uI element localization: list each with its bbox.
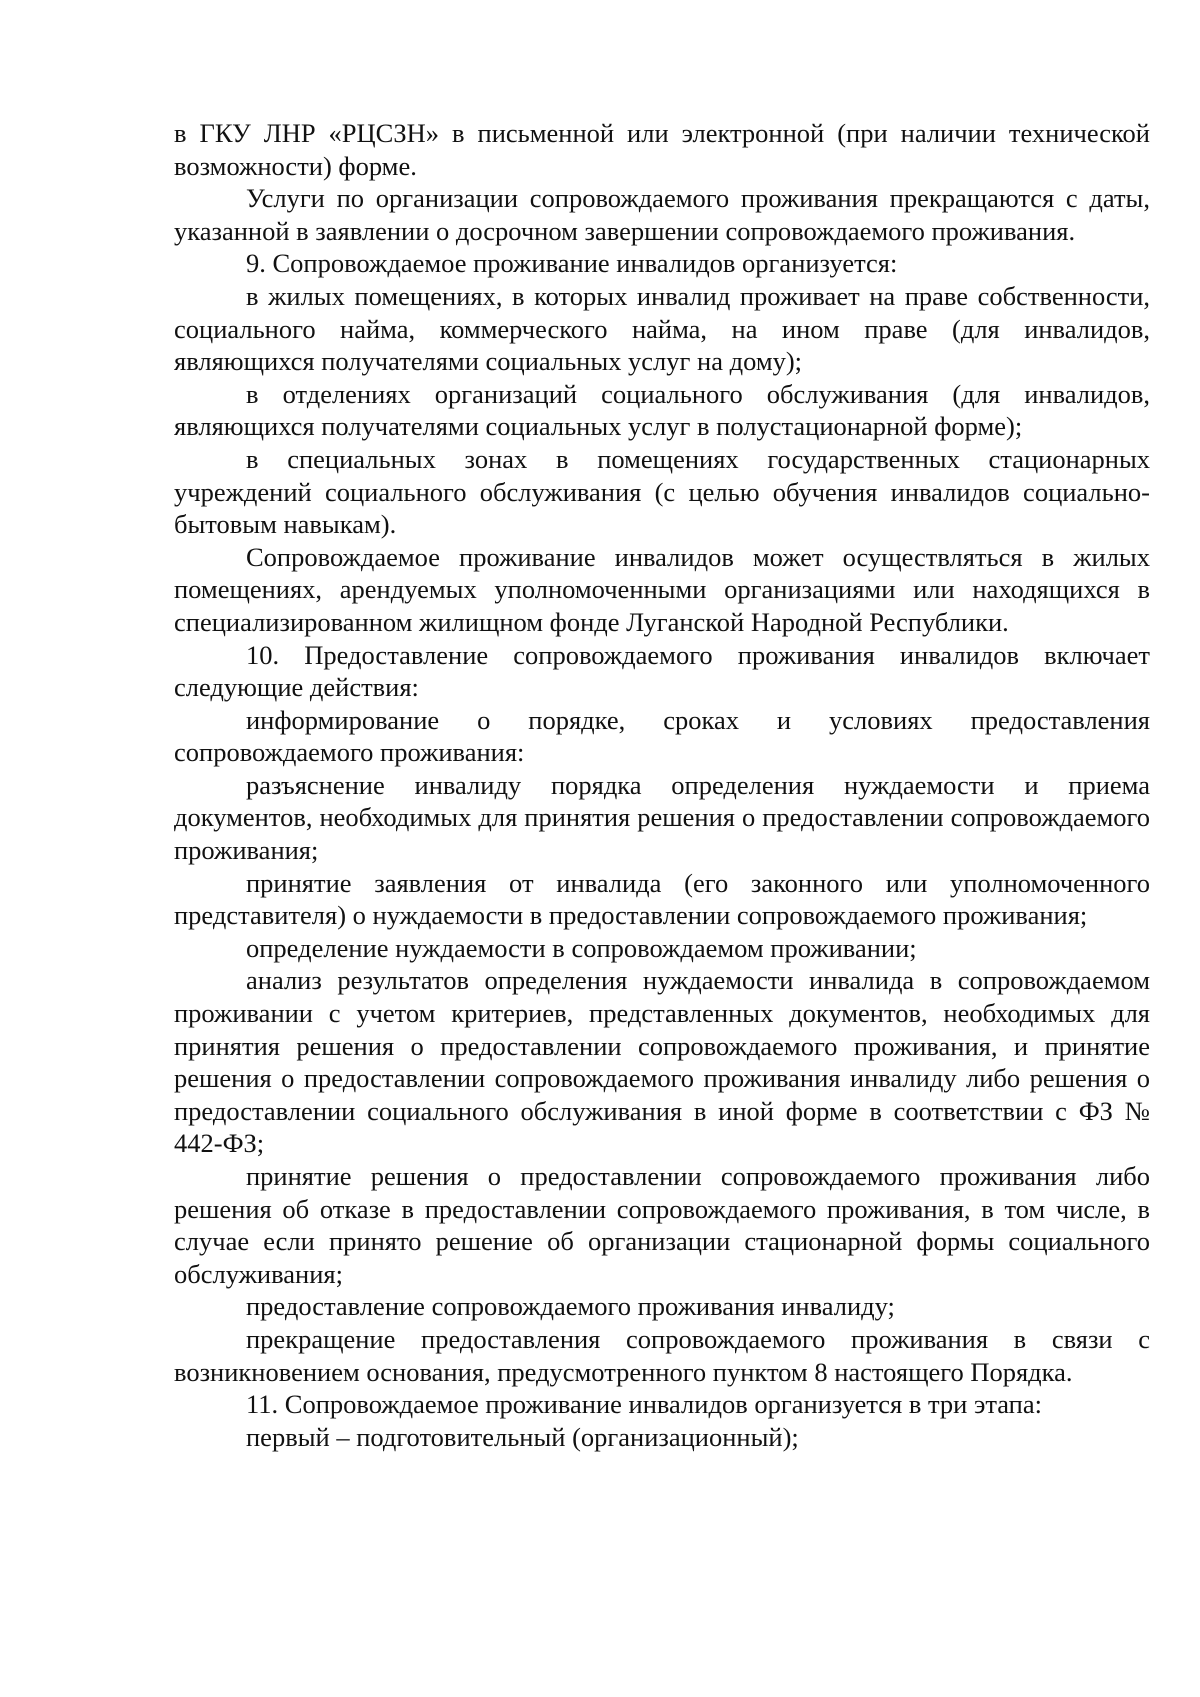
- paragraph-item-10-provision: предоставление сопровождаемого проживания инвалиду;: [246, 1291, 895, 1322]
- paragraph-item-10-decision: принятие решения о предоставлении сопровождаемого проживания либо решения об отказе в предоставлении сопровождаемого проживания, в том числе, в случае если принято решение об организации стационарной формы социального обслуживания;: [174, 1161, 1150, 1289]
- document-page: [174, 117, 1150, 1453]
- paragraph-item-11: 11. Сопровождаемое проживание инвалидов организуется в три этапа:: [246, 1389, 1042, 1420]
- paragraph-item-10-informing: информирование о порядке, сроках и условиях предоставления сопровождаемого проживания:: [174, 704, 1150, 768]
- paragraph-item-10-analysis: анализ результатов определения нуждаемости инвалида в сопровождаемом проживании с учетом критериев, представленных документов, необходимых для принятия решения о предоставлении сопровождаемого проживания, и принятие решения о предоставлении сопровождаемого проживания инвалиду либо решения о предоставлении социального обслуживания в иной форме в соответствии с ФЗ № 442-ФЗ;: [174, 965, 1150, 1159]
- paragraph-item-9: 9. Сопровождаемое проживание инвалидов организуется:: [246, 248, 898, 279]
- paragraph-item-9-residential: в жилых помещениях, в которых инвалид проживает на праве собственности, социального найма, коммерческого найма, на ином праве (для инвалидов, являющихся получателями социальных услуг на дому);: [174, 280, 1150, 377]
- paragraph-item-11-first-stage: первый – подготовительный (организационный);: [246, 1421, 799, 1452]
- paragraph-item-10-application: принятие заявления от инвалида (его законного или уполномоченного представителя) о нуждаемости в предоставлении сопровождаемого проживания;: [174, 867, 1150, 931]
- paragraph-rented-housing: Сопровождаемое проживание инвалидов может осуществляться в жилых помещениях, арендуемых уполномоченными организациями или находящихся в специализированном жилищном фонде Луганской Народной Республики.: [174, 541, 1150, 637]
- paragraph-item-9-special-zones: в специальных зонах в помещениях государственных стационарных учреждений социального обслуживания (с целью обучения инвалидов социально-бытовым навыкам).: [174, 443, 1150, 540]
- paragraph-item-10-explanation: разъяснение инвалиду порядка определения нуждаемости и приема документов, необходимых для принятия решения о предоставлении сопровождаемого проживания;: [174, 769, 1150, 866]
- paragraph-item-10-need-determination: определение нуждаемости в сопровождаемом проживании;: [246, 932, 917, 963]
- paragraph-item-10-termination: прекращение предоставления сопровождаемого проживания в связи с возникновением основания, предусмотренного пунктом 8 настоящего Порядка.: [174, 1323, 1150, 1387]
- paragraph-item-10: 10. Предоставление сопровождаемого проживания инвалидов включает следующие действия:: [174, 639, 1150, 703]
- paragraph-item-9-departments: в отделениях организаций социального обслуживания (для инвалидов, являющихся получателями социальных услуг в полустационарной форме);: [174, 378, 1150, 442]
- paragraph-continuation: в ГКУ ЛНР «РЦСЗН» в письменной или электронной (при наличии технической возможности) форме.: [174, 118, 1150, 181]
- paragraph-services-termination: Услуги по организации сопровождаемого проживания прекращаются с даты, указанной в заявлении о досрочном завершении сопровождаемого проживания.: [174, 183, 1150, 246]
